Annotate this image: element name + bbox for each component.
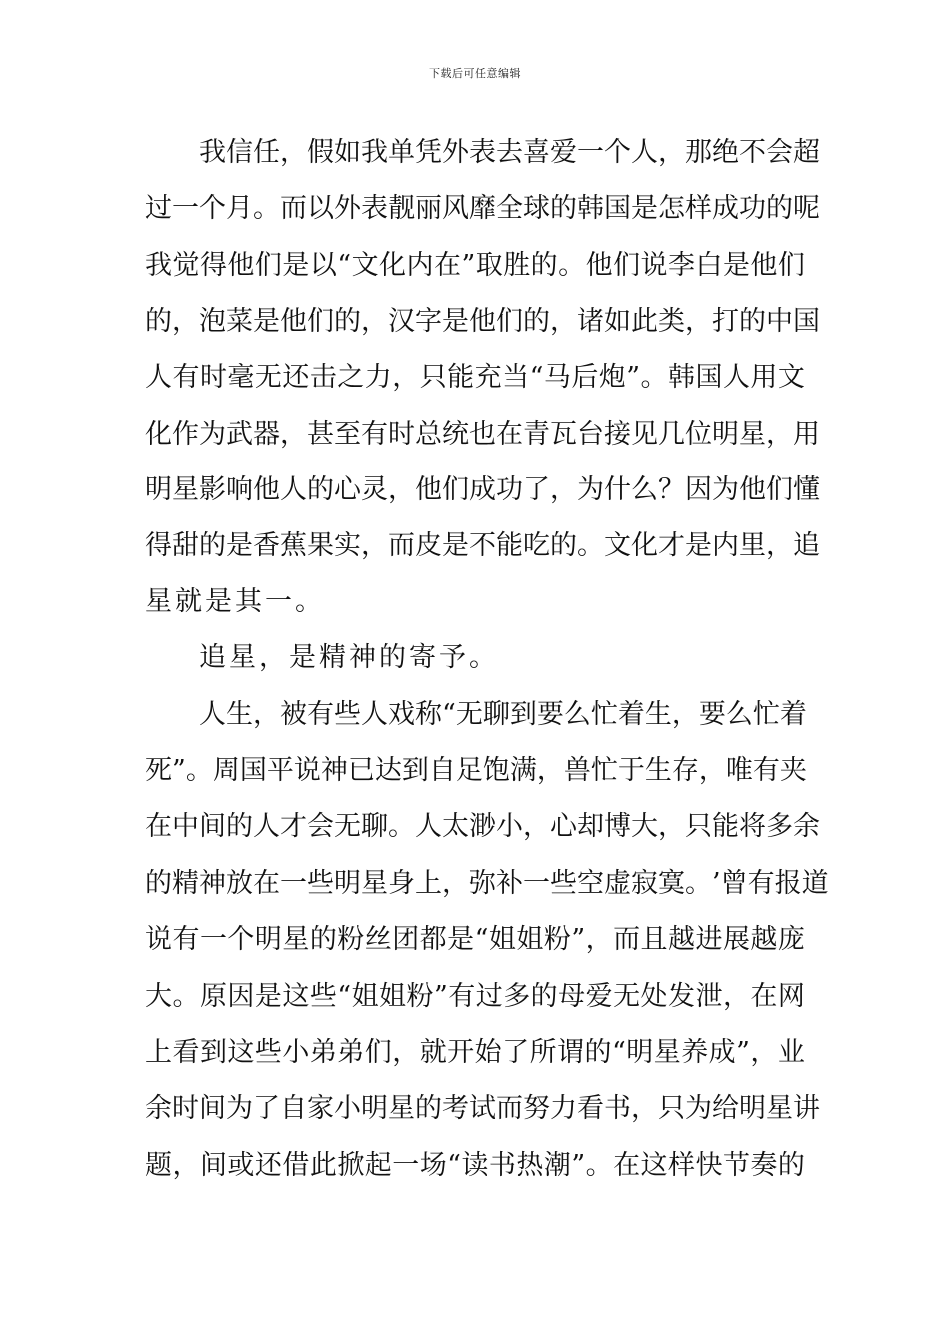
text-line: 我 觉 得 他 们 是 以 “ 文 化 内 在 ” 取 胜 的 。 他 们 说 李 白 是 他 们: [145, 250, 805, 281]
text-line: 得 甜 的 是 香 蕉 果 实 ， 而 皮 是 不 能 吃 的 。 文 化 才 是 内 里 ， 追: [145, 530, 820, 561]
text-line: 余 时 间 为 了 自 家 小 明 星 的 考 试 而 努 力 看 书 ， 只 为 给 明 星 讲: [145, 1093, 820, 1124]
text-line: 说 有 一 个 明 星 的 粉 丝 团 都 是 “ 姐 姐 粉 ” ， 而 且 越 进 展 越 庞: [145, 924, 805, 955]
text-line: 的 ， 泡 菜 是 他 们 的 ， 汉 字 是 他 们 的 ， 诸 如 此 类 ， 打 的 中 国: [145, 306, 820, 337]
text-line: 人 有 时 毫 无 还 击 之 力 ， 只 能 充 当 “ 马 后 炮 ” 。 韩 国 人 用 文: [145, 362, 805, 393]
text-line: 星就是其一。: [145, 586, 325, 617]
text-line: 人 生 ， 被 有 些 人 戏 称 “ 无 聊 到 要 么 忙 着 生 ， 要 么 忙 着: [199, 699, 807, 730]
text-line: 明 星 影 响 他 人 的 心 灵 ， 他 们 成 功 了 ， 为 什 么 ？ 因 为 他 们 懂: [145, 474, 820, 505]
text-line: 大 。 原 因 是 这 些 “ 姐 姐 粉 ” 有 过 多 的 母 爱 无 处 发 泄 ， 在 网: [145, 981, 805, 1012]
header-note: 下载后可任意编辑: [429, 67, 521, 80]
text-line: 题 ， 间 或 还 借 此 掀 起 一 场 “ 读 书 热 潮 ” 。 在 这 样 快 节 奏 的: [145, 1150, 805, 1181]
text-line: 我 信 任 ， 假 如 我 单 凭 外 表 去 喜 爱 一 个 人 ， 那 绝 不 会 超: [199, 137, 820, 168]
text-line: 化 作 为 武 器 ， 甚 至 有 时 总 统 也 在 青 瓦 台 接 见 几 位 明 星 ， 用: [145, 419, 820, 450]
text-line: 过 一 个 月 。 而 以 外 表 靓 丽 风 靡 全 球 的 韩 国 是 怎 样 成 功 的 呢: [145, 193, 820, 224]
text-line: 的 精 神 放 在 一 些 明 星 身 上 ， 弥 补 一 些 空 虚 寂 寞 。 ’ 曾 有 报 道: [145, 868, 829, 899]
text-line: 死 ” 。 周 国 平 说 神 已 达 到 自 足 饱 满 ， 兽 忙 于 生 存 ， 唯 有 夹: [145, 755, 807, 786]
text-line: 追星，是精神的寄予。: [199, 642, 499, 673]
text-line: 在 中 间 的 人 才 会 无 聊 。 人 太 渺 小 ， 心 却 博 大 ， 只 能 将 多 余: [145, 811, 820, 842]
text-line: 上 看 到 这 些 小 弟 弟 们 ， 就 开 始 了 所 谓 的 “ 明 星 养 成 ” ， 业: [145, 1037, 805, 1068]
